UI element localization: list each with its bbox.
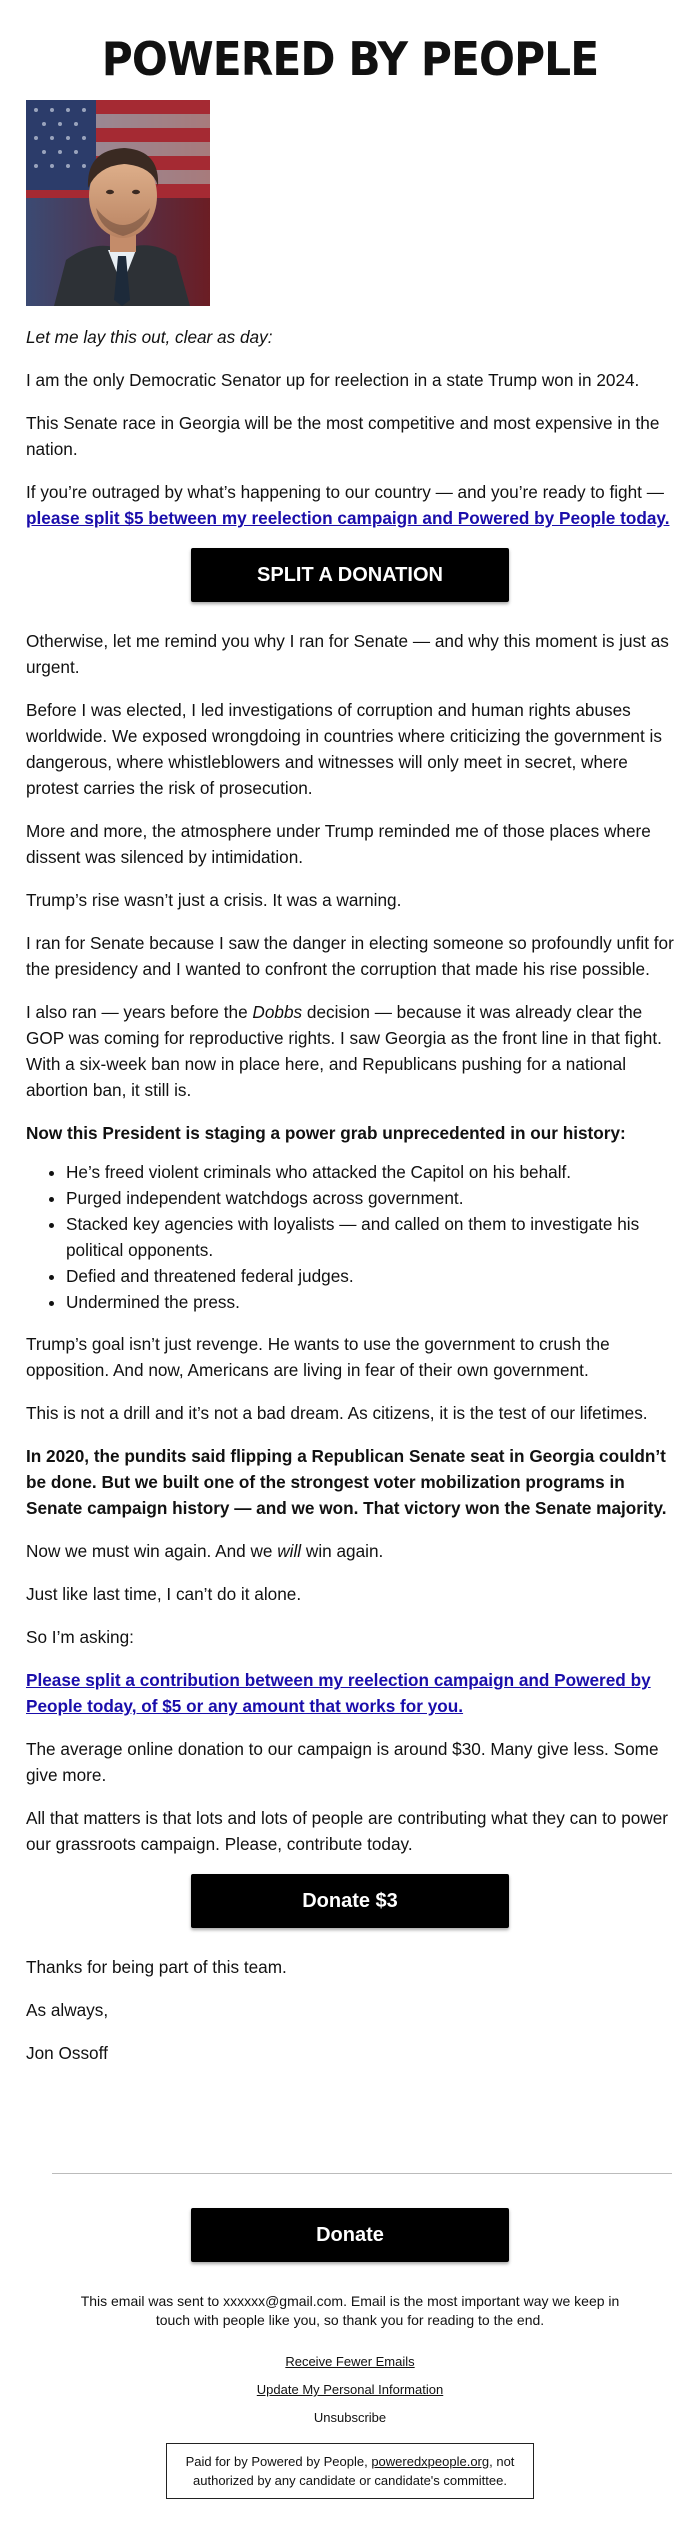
- paragraph: The average online donation to our campaign is around $30. Many give less. Some give more.: [26, 1739, 659, 1785]
- paragraph: [26, 999, 674, 1103]
- paragraph-text: win again.: [301, 1541, 384, 1561]
- list-item: • Undermined the press.: [66, 1289, 674, 1315]
- spacer: [0, 2083, 700, 2173]
- paragraph-text: Now we must win again. And we: [26, 1541, 278, 1561]
- donate-3-button[interactable]: Donate $3: [191, 1874, 509, 1928]
- footer: [0, 2208, 700, 2523]
- list-item: • Purged independent watchdogs across government.: [66, 1185, 674, 1211]
- paragraph: Before I was elected, I led investigations of corruption and human rights abuses worldwide. We exposed wrongdoing in countries where criticizing the government is dangerous, where whistleblowers and witnesses will only meet in secret, where protest carries the risk of prosecution.: [26, 700, 662, 798]
- receive-fewer-emails-link[interactable]: Receive Fewer Emails: [285, 2354, 415, 2369]
- paid-text: , not authorized by any candidate or candidate's committee.: [193, 2454, 515, 2488]
- paid-text: Paid for by Powered by People,: [185, 2454, 372, 2469]
- paragraph: [26, 1538, 674, 1564]
- sent-notice: This email was sent to xxxxxx@gmail.com. Email is the most important way we keep in touch with people like you, so thank you for reading to the end.: [80, 2293, 620, 2328]
- power-grab-list: [26, 1159, 674, 1315]
- footer-divider: [52, 2173, 672, 2174]
- paragraph-text: I also ran — years before the: [26, 1002, 253, 1022]
- website-link[interactable]: poweredxpeople.org: [371, 2454, 490, 2469]
- split-donation-link[interactable]: please split $5 between my reelection campaign and Powered by People today.: [26, 508, 670, 528]
- paragraph: This Senate race in Georgia will be the most competitive and most expensive in the nation.: [26, 413, 660, 459]
- list-item: • Stacked key agencies with loyalists — and called on them to investigate his political opponents.: [66, 1211, 674, 1263]
- button-container: [26, 548, 674, 602]
- unsubscribe-link[interactable]: Unsubscribe: [313, 2410, 387, 2425]
- bold-paragraph: In 2020, the pundits said flipping a Republican Senate seat in Georgia couldn’t be done. But we built one of the strongest voter mobilization programs in Senate campaign history — and we won. That victory won the Senate majority.: [26, 1446, 667, 1518]
- paragraph: More and more, the atmosphere under Trump reminded me of those places where dissent was silenced by intimidation.: [26, 821, 651, 867]
- paragraph: [26, 479, 674, 531]
- paragraph: Thanks for being part of this team.: [26, 1957, 287, 1977]
- paragraph: So I’m asking:: [26, 1627, 134, 1647]
- paragraph-text: If you’re outraged by what’s happening to our country — and you’re ready to fight —: [26, 482, 664, 502]
- list-item: • Defied and threatened federal judges.: [66, 1263, 674, 1289]
- paid-for-disclaimer: [166, 2443, 534, 2499]
- paragraph: [26, 1667, 674, 1719]
- footer-links: [0, 2352, 700, 2427]
- button-container: [26, 1874, 674, 1928]
- paragraph: Trump’s goal isn’t just revenge. He wants to use the government to crush the opposition. And now, Americans are living in fear of their own government.: [26, 1334, 610, 1380]
- paragraph-text: decision — because it was already clear the GOP was coming for reproductive rights. I saw Georgia as the front line in that fight. With a six-week ban now in place here, and Republicans pushing for a national abortion ban, it still is.: [26, 1002, 662, 1100]
- candidate-photo: [26, 100, 210, 306]
- dobbs-emphasis: Dobbs: [252, 1002, 303, 1022]
- split-donation-button[interactable]: SPLIT A DONATION: [191, 548, 509, 602]
- split-contribution-link[interactable]: Please split a contribution between my reelection campaign and Powered by People today, of $5 or any amount that works for you.: [26, 1670, 651, 1716]
- paragraph: Otherwise, let me remind you why I ran for Senate — and why this moment is just as urgent.: [26, 631, 669, 677]
- email-content: [0, 100, 700, 2066]
- paragraph: All that matters is that lots and lots of people are contributing what they can to power our grassroots campaign. Please, contribute today.: [26, 1808, 669, 1854]
- footer-donate-button[interactable]: Donate: [191, 2208, 509, 2262]
- paragraph: This is not a drill and it’s not a bad dream. As citizens, it is the test of our lifetimes.: [26, 1403, 648, 1423]
- power-grab-heading: Now this President is staging a power grab unprecedented in our history:: [26, 1123, 626, 1143]
- paragraph: As always,: [26, 2000, 109, 2020]
- signature: Jon Ossoff: [26, 2043, 108, 2063]
- paragraph: I am the only Democratic Senator up for reelection in a state Trump won in 2024.: [26, 370, 640, 390]
- update-info-link[interactable]: Update My Personal Information: [256, 2382, 444, 2397]
- bottom-spacer: [0, 2499, 700, 2523]
- paragraph: Trump’s rise wasn’t just a crisis. It was a warning.: [26, 890, 402, 910]
- will-emphasis: will: [277, 1541, 302, 1561]
- header-title: POWERED BY PEOPLE: [101, 32, 599, 86]
- paragraph: I ran for Senate because I saw the danger in electing someone so profoundly unfit for the presidency and I wanted to confront the corruption that made his rise possible.: [26, 933, 674, 979]
- list-item: • He’s freed violent criminals who attacked the Capitol on his behalf.: [66, 1159, 674, 1185]
- paragraph: Just like last time, I can’t do it alone.: [26, 1584, 302, 1604]
- intro-line: Let me lay this out, clear as day:: [26, 327, 273, 347]
